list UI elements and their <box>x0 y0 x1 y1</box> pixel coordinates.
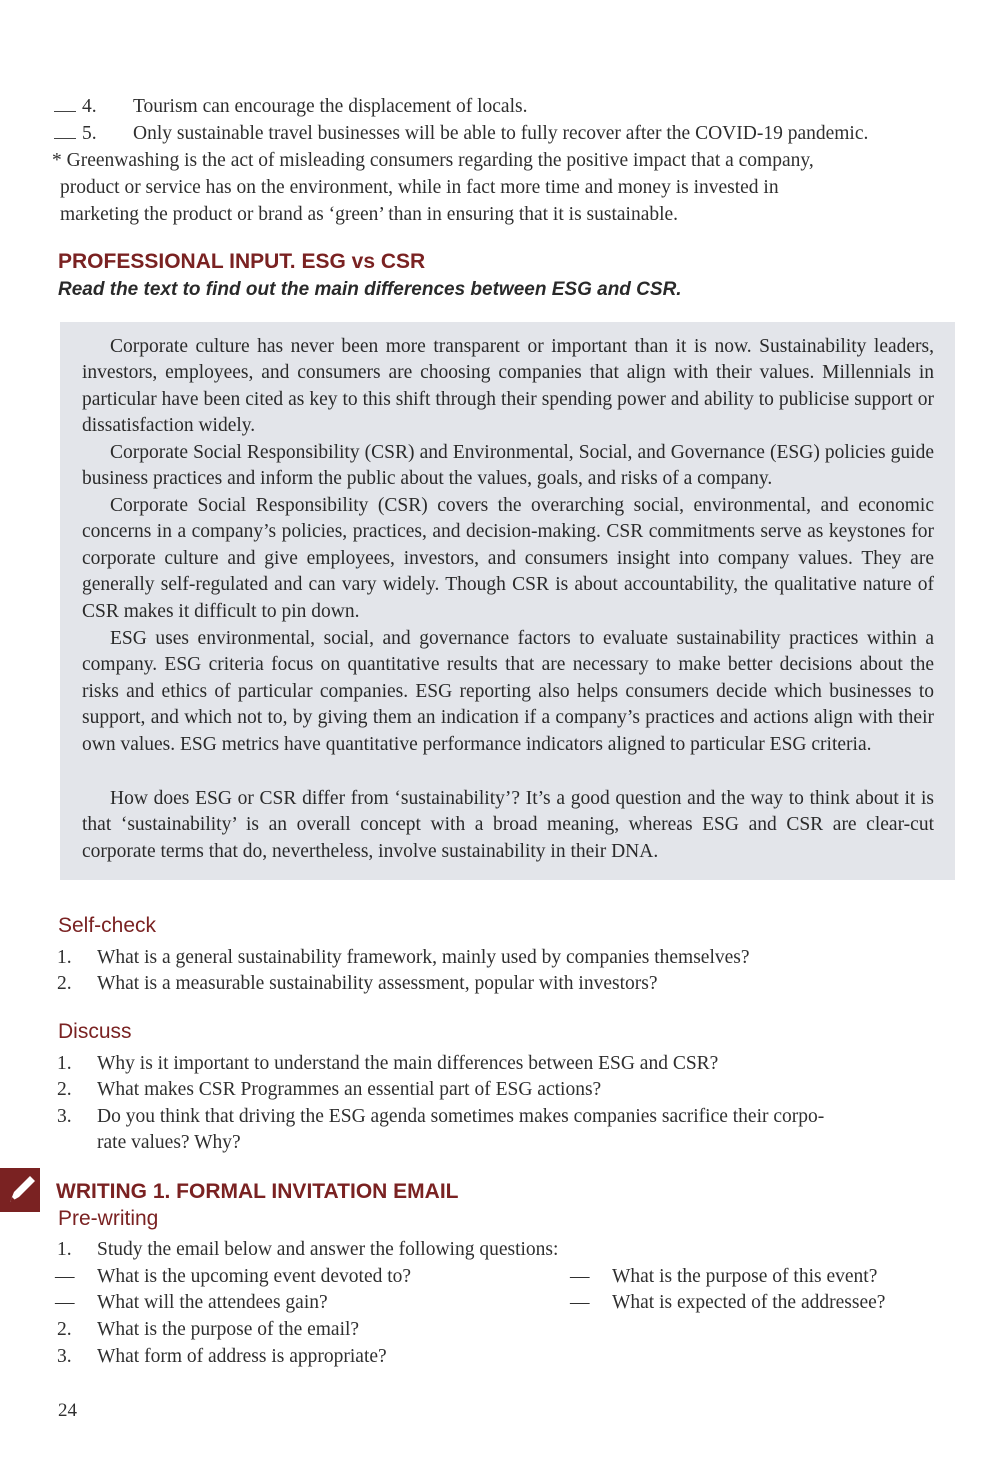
pencil-icon <box>0 1168 40 1212</box>
discuss-question: Do you think that driving the ESG agenda sometimes makes companies sacrifice their corpo- <box>97 1106 825 1127</box>
pre-writing-title: Pre-writing <box>58 1207 159 1230</box>
question-number: 2. <box>57 973 72 994</box>
reading-instruction: Read the text to find out the main differences between ESG and CSR. <box>58 279 682 300</box>
reading-paragraph: How does ESG or CSR differ from ‘sustainability’? It’s a good question and the way to think about it is that ‘sustainability’ is an overall concept with a broad meaning, whereas ESG and CSR are clear-cut corporate terms that do, nevertheless, involve sustainability in their DNA. <box>82 788 934 862</box>
writing-task: What form of address is appropriate? <box>97 1346 387 1367</box>
writing-heading: WRITING 1. FORMAL INVITATION EMAIL <box>56 1180 459 1203</box>
dash-bullet: — <box>570 1266 590 1287</box>
question-number: 3. <box>57 1106 72 1127</box>
question-number: 3. <box>57 1346 72 1367</box>
discuss-question: What makes CSR Programmes an essential part of ESG actions? <box>97 1079 602 1100</box>
dash-bullet: — <box>570 1292 590 1313</box>
answer-blank[interactable] <box>54 122 76 139</box>
footnote-line: * Greenwashing is the act of misleading consumers regarding the positive impact that a company, <box>52 150 814 171</box>
answer-blank[interactable] <box>54 95 76 112</box>
dash-bullet: — <box>55 1292 75 1313</box>
self-check-question: What is a measurable sustainability assessment, popular with investors? <box>97 973 658 994</box>
statement-5: 5. <box>54 121 97 147</box>
discuss-question-continued: rate values? Why? <box>97 1132 241 1153</box>
question-number: 1. <box>57 947 72 968</box>
page-number: 24 <box>58 1400 77 1421</box>
writing-task: What is the purpose of the email? <box>97 1319 360 1340</box>
reading-paragraph: Corporate culture has never been more transparent or important than it is now. Sustainability leaders, investors, employees, and consumers are choosing companies that align with their values. Millennials in particular have been cited as key to this shift through their spending power and ability to publicise support or dissatisfaction widely. <box>82 336 934 437</box>
statement-5-text: Only sustainable travel businesses will be able to fully recover after the COVID-19 pandemic. <box>133 123 869 144</box>
writing-subquestion: What is the purpose of this event? <box>612 1266 878 1287</box>
dash-bullet: — <box>55 1266 75 1287</box>
section-heading-professional-input: PROFESSIONAL INPUT. ESG vs CSR <box>58 250 426 273</box>
question-number: 2. <box>57 1079 72 1100</box>
writing-task: Study the email below and answer the following questions: <box>97 1239 559 1260</box>
writing-subquestion: What is the upcoming event devoted to? <box>97 1266 412 1287</box>
reading-paragraph: ESG uses environmental, social, and governance factors to evaluate sustainability practices within a company. ESG criteria focus on quantitative results that are necessary to make better decisions about the risks and ethics of particular companies. ESG reporting also helps consumers decide which businesses to support, and which not to, by giving them an indication if a company’s practices and actions align with their own values. ESG metrics have quantitative performance indicators aligned to particular ESG criteria. <box>82 628 934 755</box>
question-number: 1. <box>57 1053 72 1074</box>
reading-paragraph: Corporate Social Responsibility (CSR) and Environmental, Social, and Governance (ESG) policies guide business practices and inform the public about the values, goals, and risks of a company. <box>82 442 934 490</box>
discuss-question: Why is it important to understand the main differences between ESG and CSR? <box>97 1053 719 1074</box>
footnote-line: product or service has on the environment, while in fact more time and money is invested in <box>60 177 779 198</box>
statement-4-text: Tourism can encourage the displacement of locals. <box>133 96 528 117</box>
discuss-title: Discuss <box>58 1020 132 1043</box>
reading-paragraph: Corporate Social Responsibility (CSR) covers the overarching social, environmental, and economic concerns in a company’s policies, practices, and decision-making. CSR commitments serve as keystones for corporate culture and give employees, investors, and consumers insight into company values. They are generally self-regulated and can vary widely. Though CSR is about accountability, the qualitative nature of CSR makes it difficult to pin down. <box>82 495 934 622</box>
footnote-line: marketing the product or brand as ‘green’ than in ensuring that it is sustainable. <box>60 204 679 225</box>
statement-4: 4. <box>54 94 97 120</box>
question-number: 1. <box>57 1239 72 1260</box>
writing-subquestion: What is expected of the addressee? <box>612 1292 886 1313</box>
writing-subquestion: What will the attendees gain? <box>97 1292 328 1313</box>
self-check-question: What is a general sustainability framework, mainly used by companies themselves? <box>97 947 750 968</box>
self-check-title: Self-check <box>58 914 157 937</box>
question-number: 2. <box>57 1319 72 1340</box>
